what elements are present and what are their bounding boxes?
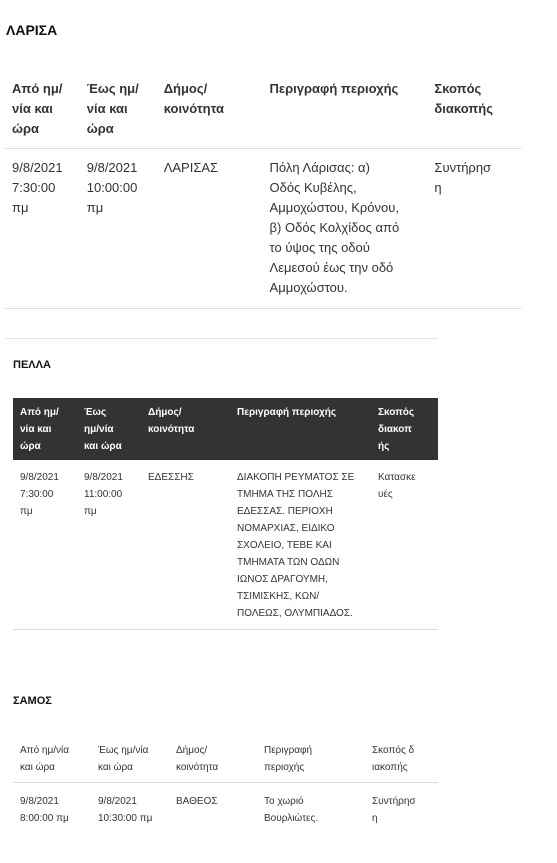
table-header-row bbox=[13, 398, 438, 460]
outage-table-larisa bbox=[5, 60, 521, 309]
col-header-to: Έως ημ/νία και ώρα bbox=[98, 745, 149, 773]
col-header-purpose: Σκοπός διακοπής bbox=[378, 407, 415, 452]
col-header-description: Περιγραφή περιοχής bbox=[269, 81, 399, 96]
col-header-description: Περιγραφή περιοχής bbox=[237, 407, 337, 418]
table-header-row bbox=[5, 60, 521, 149]
col-header-purpose: Σκοπός διακοπής bbox=[434, 81, 493, 116]
cell-municipality: ΛΑΡΙΣΑΣ bbox=[163, 160, 219, 175]
cell-from: 9/8/2021 7:30:00 πμ bbox=[20, 472, 59, 517]
cell-to: 9/8/2021 10:00:00 πμ bbox=[86, 160, 138, 215]
table-row bbox=[5, 149, 521, 309]
cell-from: 9/8/2021 8:00:00 πμ bbox=[20, 796, 69, 824]
section-title-pella: ΠΕΛΛΑ bbox=[13, 359, 51, 371]
table-header-row bbox=[13, 733, 438, 783]
cell-purpose: Συντήρηση bbox=[372, 796, 416, 824]
cell-from: 9/8/2021 7:30:00 πμ bbox=[12, 160, 63, 215]
col-header-from: Από ημ/νία και ώρα bbox=[12, 81, 63, 136]
col-header-municipality: Δήμος/ κοινότητα bbox=[148, 407, 195, 435]
section-title-larisa: ΛΑΡΙΣΑ bbox=[6, 22, 58, 38]
cell-purpose: Κατασκευές bbox=[378, 472, 416, 500]
table-row bbox=[13, 783, 438, 834]
cell-description: Πόλη Λάρισας: α) Οδός Κυβέλης, Αμμοχώστου, Κρόνου, β) Οδός Κολχίδος από το ύψος της οδού Λεμεσού έως την οδό Αμμοχώστου. bbox=[269, 160, 400, 295]
section-title-samos: ΣΑΜΟΣ bbox=[13, 695, 52, 707]
col-header-to: Έως ημ/νία και ώρα bbox=[86, 81, 139, 136]
col-header-municipality: Δήμος/ κοινότητα bbox=[176, 745, 219, 773]
cell-purpose: Συντήρηση bbox=[434, 160, 492, 195]
cell-description: Το χωριό Βουρλιώτες. bbox=[264, 796, 319, 824]
table-row bbox=[13, 460, 438, 630]
col-header-description: Περιγραφή περιοχής bbox=[264, 745, 313, 773]
section-divider bbox=[5, 338, 438, 339]
col-header-from: Από ημ/νία και ώρα bbox=[20, 745, 70, 773]
col-header-purpose: Σκοπός διακοπής bbox=[372, 745, 415, 773]
cell-to: 9/8/2021 11:00:00 πμ bbox=[84, 472, 123, 517]
col-header-to: Έως ημ/νία και ώρα bbox=[84, 407, 122, 452]
col-header-from: Από ημ/νία και ώρα bbox=[20, 407, 59, 452]
cell-description: ΔΙΑΚΟΠΗ ΡΕΥΜΑΤΟΣ ΣΕ ΤΜΗΜΑ ΤΗΣ ΠΟΛΗΣ ΕΔΕΣΣΑΣ. ΠΕΡΙΟΧΗ ΝΟΜΑΡΧΙΑΣ, ΕΙΔΙΚΟ ΣΧΟΛΕΙΟ, ΤΕΒΕ ΚΑΙ ΤΜΗΜΑΤΑ ΤΩΝ ΟΔΩΝ ΙΩΝΟΣ ΔΡΑΓΟΥΜΗ, ΤΣΙΜΙΣΚΗΣ, ΚΩΝ/ ΠΟΛΕΩΣ, ΟΛΥΜΠΙΑΔΟΣ. bbox=[237, 472, 355, 619]
col-header-municipality: Δήμος/ κοινότητα bbox=[163, 81, 225, 116]
outage-table-samos bbox=[13, 733, 438, 833]
cell-municipality: ΕΔΕΣΣΗΣ bbox=[148, 472, 194, 483]
cell-to: 9/8/2021 10:30:00 πμ bbox=[98, 796, 153, 824]
outage-table-pella bbox=[13, 398, 438, 630]
cell-municipality: ΒΑΘΕΟΣ bbox=[176, 796, 218, 807]
